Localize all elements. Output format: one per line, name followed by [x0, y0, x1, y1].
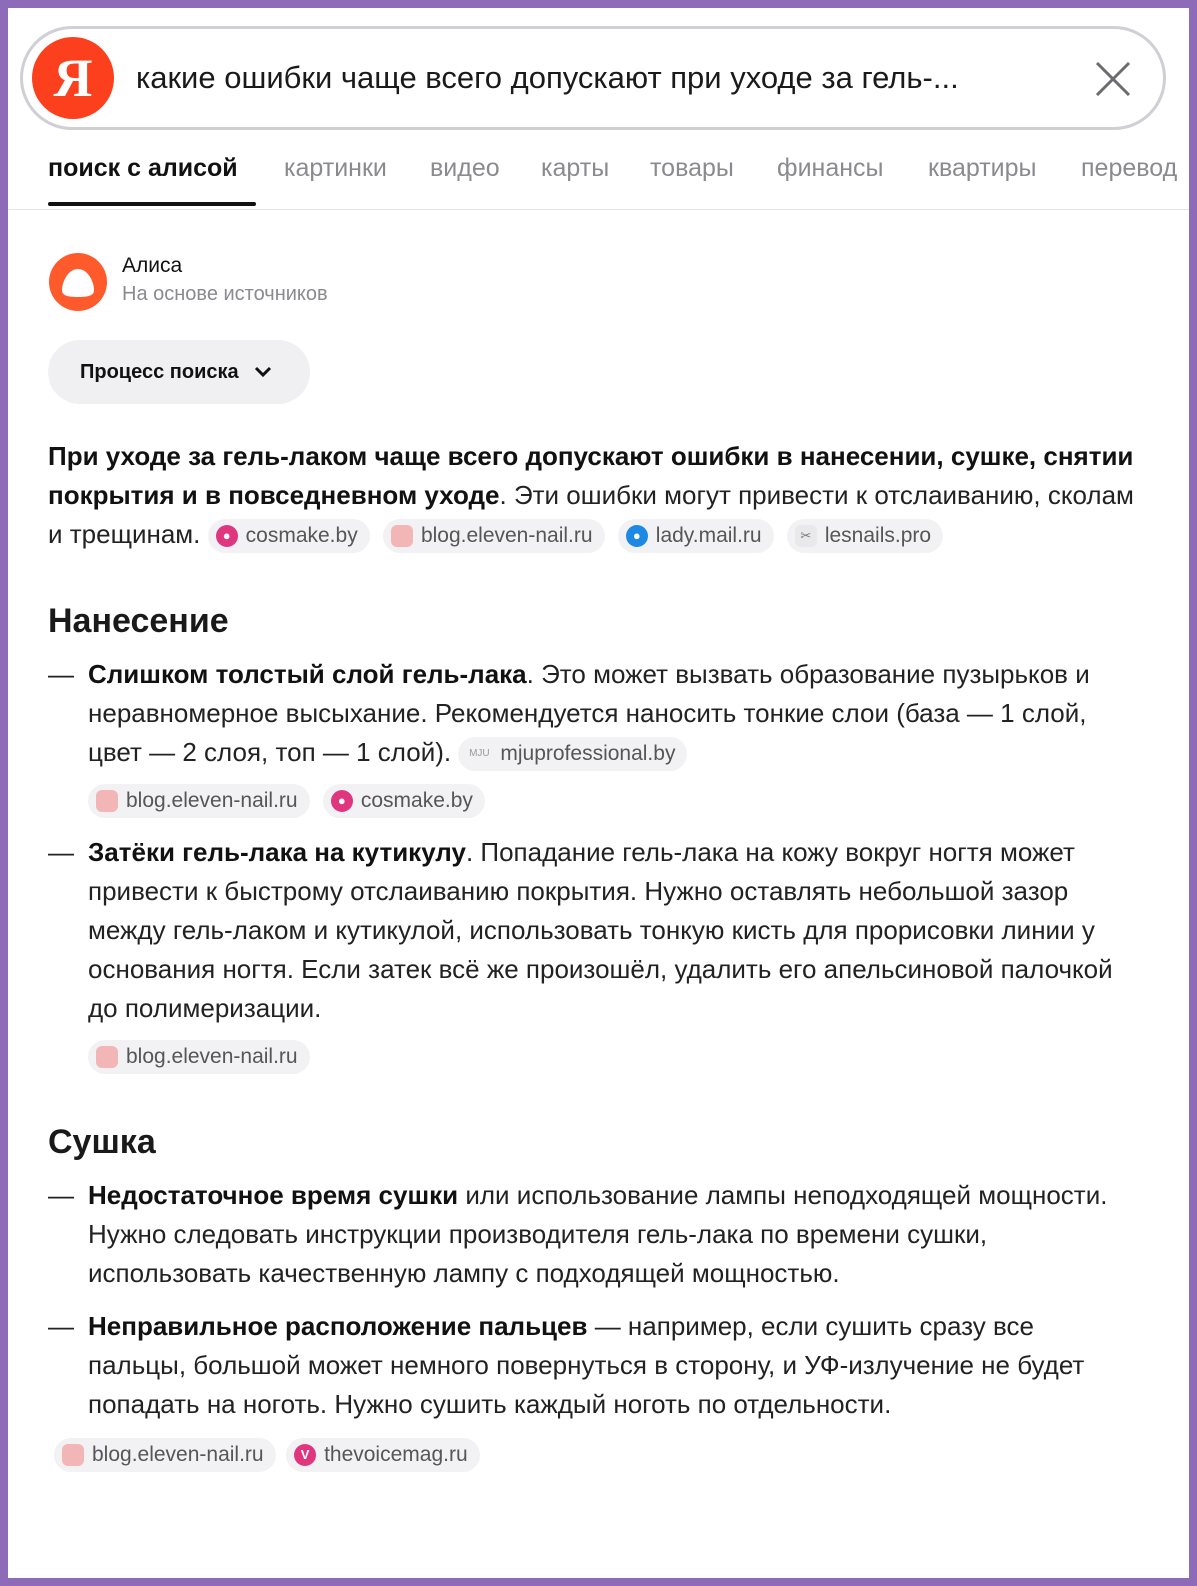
lady-mail-favicon-icon: ●	[626, 525, 648, 547]
intro-text: . Эти ошибки могут привести к отслаиванию, сколам и трещинам.	[48, 480, 1134, 549]
tab-goods[interactable]: товары	[650, 154, 734, 182]
tab-maps[interactable]: карты	[541, 154, 610, 182]
search-process-label: Процесс поиска	[80, 360, 239, 383]
list-item: — Слишком толстый слой гель-лака. Это может вызвать образование пузырьков и неравномерное высыхание. Рекомендуется наносить тонкие слои (база — 1 слой, цвет — 2 слоя, топ — 1 слой). MJU mjuprofessional.by blog.eleven-nail.ru ● cosmake.by	[48, 655, 1138, 819]
chevron-down-icon	[253, 365, 273, 379]
list-item: — Недостаточное время сушки или использование лампы неподходящей мощности. Нужно следовать инструкции производителя гель-лака по времени сушки, использовать качественную лампу с подходящей мощностью.	[48, 1176, 1138, 1293]
source-chip[interactable]: blog.eleven-nail.ru	[383, 519, 605, 553]
list-dash: —	[48, 1311, 74, 1341]
active-tab-indicator	[48, 202, 256, 206]
source-chip[interactable]: blog.eleven-nail.ru	[54, 1438, 276, 1472]
alice-logo-icon	[48, 252, 108, 312]
cosmake-favicon-icon: ●	[331, 790, 353, 812]
close-icon[interactable]	[1093, 59, 1133, 99]
search-process-button[interactable]	[48, 340, 310, 404]
tab-images[interactable]: картинки	[284, 154, 387, 182]
yandex-logo[interactable]: Я	[32, 37, 114, 119]
section-heading: Нанесение	[48, 602, 229, 640]
tab-translate[interactable]: перевод	[1081, 154, 1178, 182]
lesnails-favicon-icon: ✂	[795, 525, 817, 547]
answer-content	[48, 437, 1138, 1472]
eleven-nail-favicon-icon	[391, 525, 413, 547]
thevoicemag-favicon-icon: V	[294, 1444, 316, 1466]
answer-author: Алиса	[122, 254, 183, 277]
tab-alice-search[interactable]: поиск с алисой	[48, 154, 238, 182]
list-dash: —	[48, 659, 74, 689]
answer-subtitle: На основе источников	[122, 283, 328, 305]
eleven-nail-favicon-icon	[96, 790, 118, 812]
source-chip[interactable]: ● cosmake.by	[208, 519, 370, 553]
eleven-nail-favicon-icon	[62, 1444, 84, 1466]
source-chip[interactable]: ✂ lesnails.pro	[787, 519, 943, 553]
app-window	[8, 8, 1189, 1578]
source-chip[interactable]: ● cosmake.by	[323, 784, 485, 818]
source-chip[interactable]: V thevoicemag.ru	[286, 1438, 480, 1472]
tab-apartments[interactable]: квартиры	[928, 154, 1037, 182]
eleven-nail-favicon-icon	[96, 1046, 118, 1068]
answer-intro	[48, 437, 1138, 554]
list-item: — Неправильное расположение пальцев — например, если сушить сразу все пальцы, большой может немного повернуться в сторону, и УФ-излучение не будет попадать на ноготь. Нужно сушить каждый ноготь по отдельности.	[48, 1307, 1138, 1424]
tab-video[interactable]: видео	[430, 154, 500, 182]
source-chip[interactable]: blog.eleven-nail.ru	[88, 1040, 310, 1074]
search-bar[interactable]	[20, 26, 1166, 130]
search-tabs	[8, 136, 1189, 210]
search-input[interactable]: какие ошибки чаще всего допускают при уходе за гель-...	[136, 60, 959, 95]
section-heading: Сушка	[48, 1123, 156, 1161]
mju-favicon-icon: MJU	[469, 748, 490, 760]
list-dash: —	[48, 1180, 74, 1210]
alice-answer-card	[18, 222, 1173, 1578]
intro-bold: При уходе за гель-лаком чаще всего допускают ошибки в нанесении, сушке, снятии покрытия и в повседневном уходе	[48, 441, 1134, 510]
source-chip[interactable]: MJU mjuprofessional.by	[458, 737, 687, 771]
source-chip[interactable]: ● lady.mail.ru	[618, 519, 774, 553]
cosmake-favicon-icon: ●	[216, 525, 238, 547]
list-item: — Затёки гель-лака на кутикулу. Попадание гель-лака на кожу вокруг ногтя может привести к быстрому отслаиванию покрытия. Нужно оставлять небольшой зазор между гель-лаком и кутикулой, использовать тонкую кисть для прорисовки линии у основания ногтя. Если затек всё же произошёл, удалить его апельсиновой палочкой до полимеризации. blog.eleven-nail.ru	[48, 833, 1138, 1075]
source-chip[interactable]: blog.eleven-nail.ru	[88, 784, 310, 818]
tab-finance[interactable]: финансы	[777, 154, 884, 182]
list-dash: —	[48, 837, 74, 867]
